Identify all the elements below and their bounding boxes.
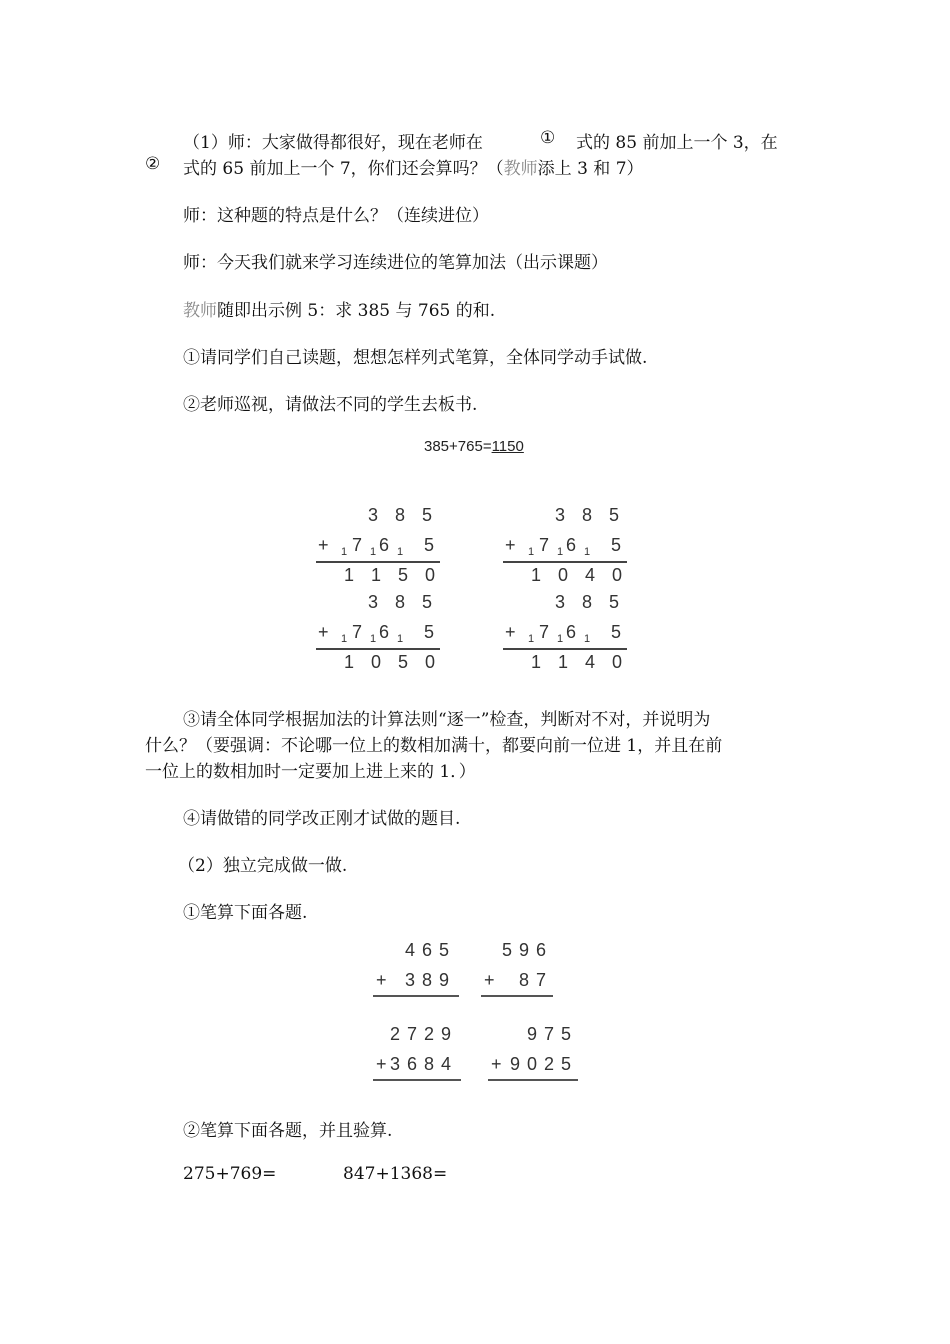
addend-top-digit: 3 [555,592,566,612]
sum-line [316,561,440,563]
sum-digit: 1 [344,652,355,672]
paragraph-10: ①笔算下面各题. [183,903,308,923]
sum-digit: 0 [371,652,382,672]
sum-digit: 4 [585,565,596,585]
addend-bottom-digit: 6 [566,535,577,555]
addend-top-digit: 5 [609,592,620,612]
sum-digit: 5 [398,565,409,585]
sum-digit: 0 [425,565,436,585]
paragraph-7-line-3: 一位上的数相加时一定要加上进上来的 1．） [145,762,476,782]
addend-bottom-digit: 7 [352,535,363,555]
exercise-top-number: 596 [501,940,553,960]
paragraph-7-line-1: ③请全体同学根据加法的计算法则“逐一”检查，判断对不对，并说明为 [183,710,711,730]
paragraph-1-text-a: （1）师：大家做得都很好，现在老师在 [183,133,483,153]
teacher-word-2: 教师 [183,301,217,321]
addend-top-digit: 8 [395,592,406,612]
carry-digit: 1 [584,633,591,645]
exercise-plus-sign: + [491,1054,509,1074]
sum-digit: 0 [612,652,623,672]
exercise-top-number: 465 [404,940,456,960]
exercise-bottom-number: 389 [404,970,456,990]
sum-digit: 0 [558,565,569,585]
exercise-bottom-number: 3684 [389,1054,458,1074]
sum-digit: 5 [398,652,409,672]
paragraph-5: ①请同学们自己读题，想想怎样列式笔算，全体同学动手试做. [183,348,648,368]
equation-lhs: 385+765= [424,438,492,455]
addend-bottom-digit: 6 [379,622,390,642]
paragraph-12-b: 847+1368= [343,1164,448,1184]
paragraph-6: ②老师巡视，请做法不同的学生去板书. [183,395,478,415]
sum-digit: 1 [531,652,542,672]
paragraph-12-a: 275+769= [183,1164,277,1184]
addend-top-digit: 5 [609,505,620,525]
exercise-sum-line [373,1079,461,1081]
sum-digit: 0 [425,652,436,672]
paragraph-1-text-b: 式的 85 前加上一个 3，在 [576,133,778,153]
exercise-sum-line [373,995,459,997]
sum-digit: 1 [344,565,355,585]
carry-digit: 1 [397,546,404,558]
exercise-plus-sign: + [376,1054,394,1074]
paragraph-1-line-2 [183,154,644,179]
addend-bottom-digit: 6 [566,622,577,642]
paragraph-8: ④请做错的同学改正刚才试做的题目. [183,809,461,829]
paragraph-4 [183,296,495,321]
paragraph-11: ②笔算下面各题，并且验算. [183,1121,393,1141]
equation-result: 1150 [491,438,524,455]
sum-line [503,561,627,563]
addend-bottom-digit: 7 [352,622,363,642]
sum-digit: 1 [531,565,542,585]
carry-digit: 1 [341,633,348,645]
carry-digit: 1 [528,546,535,558]
plus-sign: + [318,622,329,642]
paragraph-1-text-c: 式的 65 前加上一个 7，你们还会算吗？（ [183,159,504,179]
exercise-sum-line [488,1079,578,1081]
carry-digit: 1 [370,633,377,645]
addend-top-digit: 8 [395,505,406,525]
carry-digit: 1 [370,546,377,558]
addend-top-digit: 3 [555,505,566,525]
paragraph-7-line-2: 什么？（要强调：不论哪一位上的数相加满十，都要向前一位进 1，并且在前 [145,736,723,756]
exercise-bottom-number: 87 [518,970,553,990]
carry-digit: 1 [397,633,404,645]
carry-digit: 1 [584,546,591,558]
addend-top-digit: 8 [582,592,593,612]
exercise-top-number: 2729 [389,1024,458,1044]
paragraph-3: 师：今天我们就来学习连续进位的笔算加法（出示课题） [183,253,608,273]
paragraph-1-text-d: 添上 3 和 7） [537,159,644,179]
addend-bottom-digit: 5 [611,622,622,642]
exercise-sum-line [481,995,553,997]
circled-one: ① [540,128,556,148]
carry-digit: 1 [341,546,348,558]
sum-digit: 1 [558,652,569,672]
paragraph-1-line-1 [183,128,483,153]
sum-digit: 0 [612,565,623,585]
paragraph-4-rest: 随即出示例 5：求 385 与 765 的和. [217,301,496,321]
addend-bottom-digit: 6 [379,535,390,555]
sum-line [503,648,627,650]
teacher-word: 教师 [503,159,538,179]
carry-digit: 1 [528,633,535,645]
circled-two: ② [145,154,161,174]
sum-line [316,648,440,650]
exercise-plus-sign: + [484,970,502,990]
equation [424,438,524,455]
addend-top-digit: 8 [582,505,593,525]
addend-top-digit: 5 [422,592,433,612]
exercise-top-number: 975 [526,1024,578,1044]
addend-bottom-digit: 5 [611,535,622,555]
exercise-plus-sign: + [376,970,394,990]
sum-digit: 4 [585,652,596,672]
exercise-bottom-number: 9025 [509,1054,578,1074]
addend-bottom-digit: 7 [539,535,550,555]
addend-bottom-digit: 7 [539,622,550,642]
addend-bottom-digit: 5 [424,622,435,642]
addend-top-digit: 3 [368,592,379,612]
carry-digit: 1 [557,546,564,558]
plus-sign: + [318,535,329,555]
addend-top-digit: 5 [422,505,433,525]
sum-digit: 1 [371,565,382,585]
carry-digit: 1 [557,633,564,645]
plus-sign: + [505,535,516,555]
plus-sign: + [505,622,516,642]
addend-bottom-digit: 5 [424,535,435,555]
paragraph-9: （2）独立完成做一做. [178,856,348,876]
addend-top-digit: 3 [368,505,379,525]
paragraph-2: 师：这种题的特点是什么？（连续进位） [183,206,489,226]
